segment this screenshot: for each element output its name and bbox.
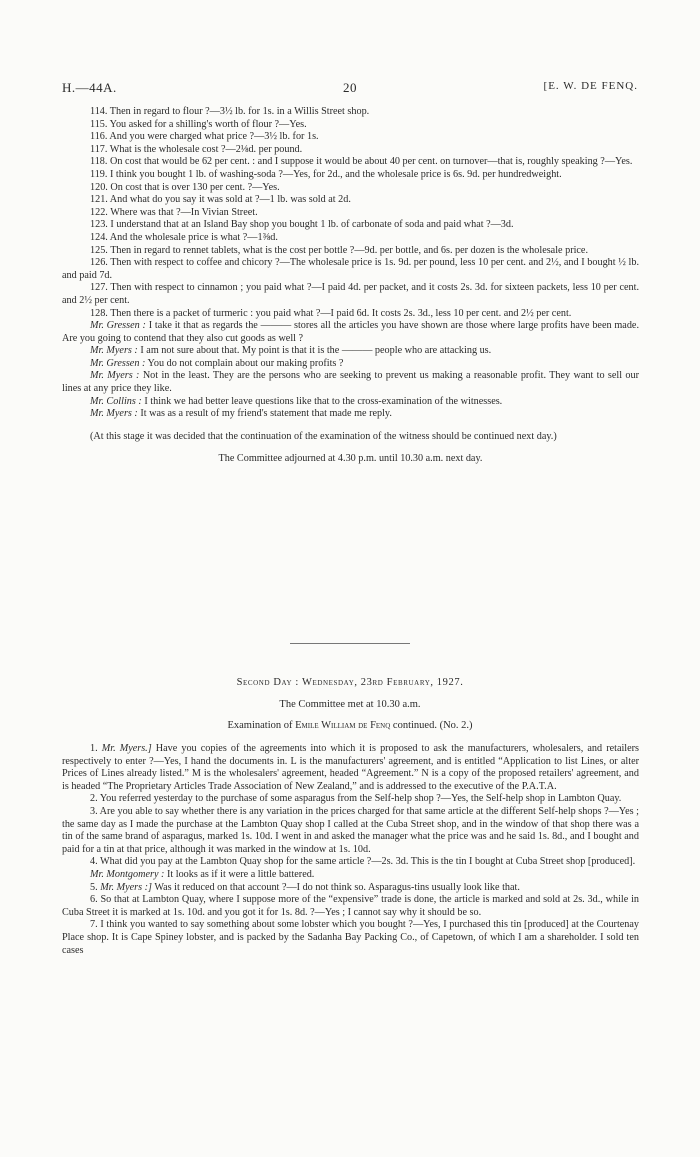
evidence-paragraph: 126. Then with respect to coffee and chicory ?—The wholesale price is 1s. 9d. per pound, less 10 per cent. and 2½, and I bought ½ lb. and paid 7d. — [62, 257, 639, 281]
evidence-paragraph: 122. Where was that ?—In Vivian Street. — [90, 206, 258, 218]
dialog-paragraph — [62, 408, 639, 421]
paragraph-text: I think you wanted to say something about some lobster which you bought ?—Yes, I purchased this tin [produced] at the Courtenay Place shop. It is Cape Spiney lobster, and is packed by the Sadanha Bay Packing Co., of Capetown, of which I am a shareholder. I sold ten cases — [62, 919, 640, 956]
committee-met-note: The Committee met at 10.30 a.m. — [279, 699, 421, 710]
dialog-paragraph — [62, 320, 639, 345]
speaker-name: Mr. Myers : — [90, 345, 138, 357]
evidence-paragraph: 123. I understand that at an Island Bay shop you bought 1 lb. of carbonate of soda and paid what ?—3d. — [90, 219, 514, 231]
question-number: 7. — [90, 919, 98, 931]
evidence-paragraph — [62, 856, 639, 869]
evidence-paragraph — [62, 743, 639, 793]
speaker-name: Mr. Myers : — [90, 370, 140, 382]
examination-heading — [0, 720, 700, 731]
evidence-paragraph: 121. And what do you say it was sold at ?—1 lb. was sold at 2d. — [90, 194, 351, 206]
paragraph-text: Have you copies of the agreements into which it is proposed to ask the manufacturers, wholesalers, and retailers respectively to enter ?—Yes, I hand the documents in. L is the manufacturers' agreement, and is entitled “Application to list Lines, or alter Prices of Lines already listed.” M is the wholesalers' agreement, headed “Agreement.” N is a copy of the proposed retailers' agreement, and is headed “The Proprietary Articles Trade Association of New Zealand,” and is addressed to the executive of the P.A.T.A. — [62, 743, 640, 792]
header-witness: [E. W. DE FENQ. — [543, 80, 638, 92]
evidence-paragraph — [62, 919, 639, 957]
dialog-paragraph — [62, 396, 639, 409]
witness-name: Emile William de Fenq — [295, 720, 391, 731]
question-number: 4. — [90, 856, 98, 868]
speaker-name: Mr. Myers.] — [101, 743, 152, 754]
dialog-text: It was as a result of my friend's statement that made me reply. — [137, 408, 392, 420]
speaker-name: Mr. Gressen : — [90, 357, 146, 369]
speaker-name: Mr. Myers : — [90, 408, 138, 420]
paragraph-text: Are you able to say whether there is any variation in the prices charged for that same article at the different Self-help shops ?—Yes ; the same day as I made the purchase at the Lambton Quay shop I called at the Cuba Street shop, and in the window of that shop there was a tin of the same brand of asparagus, marked 1s. 10d. I went in and asked the manager what the price was and he said 1s. 8d., and I bought and paid for a tin at that price, although it was marked in the window at 1s. 10d. — [62, 805, 640, 855]
speaker-name: Mr. Myers :] — [100, 881, 152, 893]
evidence-paragraph: 125. Then in regard to rennet tablets, what is the cost per bottle ?—9d. per bottle, and 6s. per dozen is the wholesale price. — [90, 244, 589, 256]
evidence-paragraph — [62, 793, 639, 806]
paragraph-text: It looks as if it were a little battered. — [164, 868, 315, 880]
paragraph-text: Was it reduced on that account ?—I do not think so. Asparagus-tins usually look like that. — [151, 881, 520, 893]
dialog-text: You do not complain about our making profits ? — [145, 357, 344, 369]
speaker-name: Mr. Collins : — [90, 395, 142, 407]
evidence-paragraph: 115. You asked for a shilling's worth of flour ?—Yes. — [90, 118, 307, 130]
evidence-part-2 — [62, 743, 639, 957]
evidence-paragraph — [62, 894, 639, 919]
dialog-text: I take it that as regards the ——— stores all the articles you have shown are those where large profits have been made. Are you going to contend that they also cut goods as well ? — [62, 320, 639, 344]
speaker-name: Mr. Montgomery : — [90, 868, 165, 880]
evidence-paragraph — [62, 806, 639, 856]
dialog-text: I am not sure about that. My point is that it is the ——— people who are attacking us. — [137, 345, 492, 357]
page-header — [62, 80, 638, 98]
stage-note: (At this stage it was decided that the continuation of the examination of the witness should be continued next day.) — [90, 430, 557, 442]
exam-prefix: Examination of — [227, 720, 296, 731]
page-number: 20 — [343, 80, 357, 95]
adjournment-note: The Committee adjourned at 4.30 p.m. until 10.30 a.m. next day. — [218, 453, 483, 465]
evidence-paragraph: 120. On cost that is over 130 per cent. ?—Yes. — [90, 181, 280, 193]
question-number: 5. — [90, 881, 98, 893]
question-number: 2. — [90, 793, 98, 805]
evidence-paragraph: 127. Then with respect to cinnamon ; you paid what ?—I paid 4d. per packet, and it costs 2s. 3d. for sixteen packets, less 10 per cent. and 2½ per cent. — [62, 282, 639, 306]
paragraph-text: So that at Lambton Quay, where I suppose more of the “expensive” trade is done, the article is marked and sold at 2s. 3d., while in Cuba Street it is marked at 1s. 10d. and you got it for 1s. 8d. ?—Yes ; I cannot say why it should be so. — [62, 894, 639, 918]
dialog-text: I think we had better leave questions like that to the cross-examination of the witnesses. — [141, 395, 503, 407]
evidence-paragraph — [62, 869, 639, 882]
header-reference: H.—44A. — [62, 80, 117, 95]
evidence-paragraph: 114. Then in regard to flour ?—3½ lb. for 1s. in a Willis Street shop. — [90, 106, 370, 117]
dialog-text: Not in the least. They are the persons who are seeking to prevent us making a reasonable profit. They want to sell our lines at any price they like. — [62, 370, 640, 395]
question-number: 6. — [90, 894, 98, 906]
evidence-paragraph: 124. And the wholesale price is what ?—1⅜d. — [90, 231, 278, 243]
evidence-paragraph: 119. I think you bought 1 lb. of washing-soda ?—Yes, for 2d., and the wholesale price is 6s. 9d. per hundredweight. — [90, 168, 562, 180]
evidence-paragraph: 117. What is the wholesale cost ?—2⅛d. per pound. — [90, 143, 303, 155]
dialog-paragraph — [62, 370, 639, 395]
speaker-name: Mr. Gressen : — [90, 320, 146, 332]
dialog-paragraph — [62, 358, 639, 371]
evidence-paragraph: 128. Then there is a packet of turmeric : you paid what ?—I paid 6d. It costs 2s. 3d., less 10 per cent. and 2½ per cent. — [90, 307, 572, 319]
paragraph-text: You referred yesterday to the purchase of some asparagus from the Self-help shop ?—Yes, the Self-help shop in Lambton Quay. — [99, 793, 622, 805]
question-number: 1. — [90, 743, 98, 754]
exam-suffix: continued. (No. 2.) — [390, 720, 473, 731]
evidence-paragraph: 118. On cost that would be 62 per cent. : and I suppose it would be about 40 per cent. on turnover—that is, roughly speaking ?—Yes. — [90, 156, 633, 168]
dialog-paragraph — [62, 345, 639, 358]
evidence-paragraph: 116. And you were charged what price ?—3½ lb. for 1s. — [90, 131, 319, 143]
question-number: 3. — [90, 805, 98, 817]
evidence-part-1 — [62, 106, 639, 466]
evidence-paragraph — [62, 882, 639, 895]
paragraph-text: What did you pay at the Lambton Quay shop for the same article ?—2s. 3d. This is the tin I bought at Cuba Street shop [produced]. — [100, 856, 636, 868]
section-divider — [290, 643, 410, 644]
second-day-heading: Second Day : Wednesday, 23rd February, 1927. — [236, 677, 464, 688]
